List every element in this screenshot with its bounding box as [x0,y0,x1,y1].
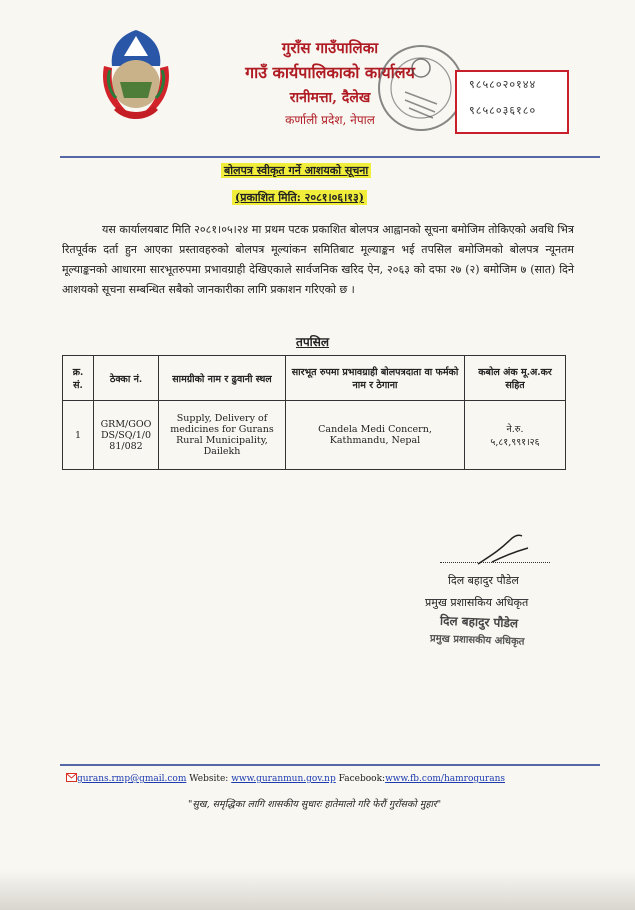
office-location: रानीमत्ता, दैलेख [289,90,371,106]
phone-box [455,70,569,134]
phone-number: ९८५८०२०१४४ [469,78,537,91]
table-row [63,401,566,470]
notice-body: यस कार्यालयबाट मिति २०८१।०५।२४ मा प्रथम पटक प्रकाशित बोलपत्र आह्वानको सूचना बमोजिम तोकिएको अवधि भित्र रितपूर्वक दर्ता हुन आएका प्रस्तावहरुको बोलपत्र मूल्यांकन समितिबाट मूल्याङ्कन भई तपसिल बमोजिमको बोलपत्र न्यूनतम मूल्याङ्कनको आधारमा सारभूतरुपमा प्रभावग्राही देखिएकाले सार्वजनिक खरिद ऐन, २०६३ को दफा २७ (२) बमोजिम ७ (सात) दिने आशयको सूचना सम्बन्धित सबैको जानकारीका लागि प्रकाशन गरिएको छ । [62,223,574,296]
footer-divider [60,764,600,766]
email-link[interactable]: gurans.rmp@gmail.com [77,774,187,784]
column-header: कबोल अंक मू.अ.कर सहित [465,356,566,401]
province-name: कर्णाली प्रदेश, नेपाल [285,113,375,127]
gmail-icon [66,773,77,782]
amount-currency: ने.रु. [506,424,524,435]
amount-cell [465,401,566,470]
page-shadow [0,870,635,910]
bidder-cell: Candela Medi Concern, Kathmandu, Nepal [286,401,465,470]
signature-icon [470,530,530,570]
notice-title: बोलपत्र स्वीकृत गर्ने आशयको सूचना [221,163,371,178]
name-seal: दिल बहादुर पौडेल [439,613,519,631]
schedule-heading: तपसिल [296,335,330,349]
table-header-row [63,356,566,401]
facebook-label: Facebook: [338,774,386,784]
nepal-emblem-icon [90,26,182,124]
column-header: क्र. सं. [63,356,94,401]
signatory-name: दिल बहादुर पौडेल [448,574,519,587]
signatory-designation: प्रमुख प्रशासकिय अधिकृत [425,596,529,609]
phone-number: ९८५८०३६१८० [469,104,537,117]
website-label: Website: [189,774,229,784]
designation-seal: प्रमुख प्रशासकीय अधिकृत [429,633,525,648]
footer-contacts [66,772,606,784]
item-cell: Supply, Delivery of medicines for Gurans Rural Municipality, Dailekh [159,401,286,470]
bid-table [62,355,566,470]
motto: "सुख, समृद्धिका लागि शासकीय सुधारः हातेमालो गरि फेरौं गुराँसको मुहार" [188,799,442,810]
column-header: सारभूत रुपमा प्रभावग्राही बोलपत्रदाता वा फर्मको नाम र ठेगाना [286,356,465,401]
office-name: गाउँ कार्यपालिकाको कार्यालय [245,63,415,82]
column-header: सामग्रीको नाम र ढुवानी स्थल [159,356,286,401]
contract-no-cell: GRM/GOODS/SQ/1/081/082 [94,401,159,470]
header-divider [60,156,600,158]
amount-value: ५,८१,९९१।२६ [490,437,540,448]
office-stamp-icon [375,42,467,134]
column-header: ठेक्का नं. [94,356,159,401]
website-link[interactable]: www.guranmun.gov.np [231,774,336,784]
facebook-link[interactable]: www.fb.com/hamrogurans [385,774,506,784]
serial-cell: 1 [63,401,94,470]
published-date: (प्रकाशित मिति: २०८१।०६।१३) [232,190,367,205]
municipality-name: गुराँस गाउँपालिका [281,39,379,57]
signature-line [440,562,550,563]
